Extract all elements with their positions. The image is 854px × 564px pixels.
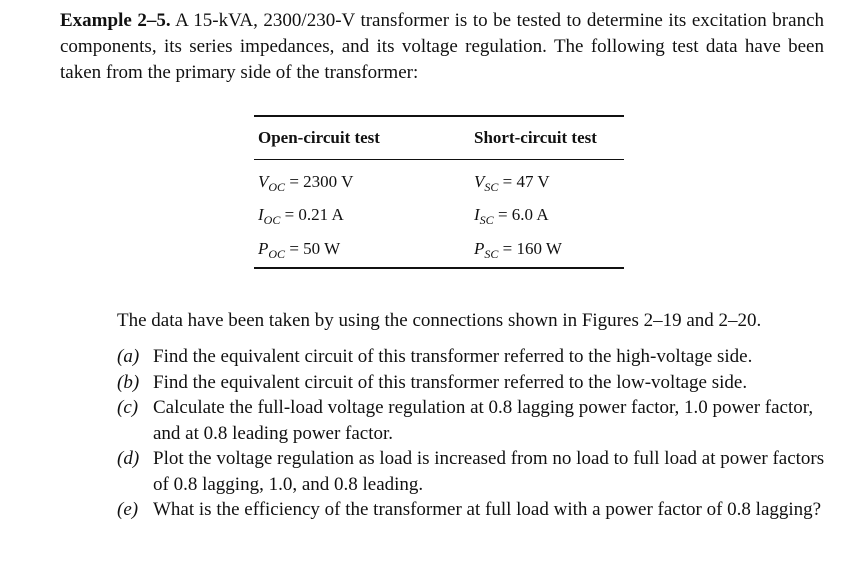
question-item xyxy=(117,344,829,370)
ioc-value: = 0.21 A xyxy=(284,205,344,224)
example-intro-text: A 15-kVA, 2300/230-V transformer is to be tested to determine its excitation branch components, its series impedances, and its voltage regulation. The following test data have been taken from the primary side of the transformer: xyxy=(60,10,824,83)
example-intro xyxy=(60,8,824,86)
question-item xyxy=(117,370,829,396)
question-text: What is the efficiency of the transformer at full load with a power factor of 0.8 lagging? xyxy=(153,499,822,520)
isc-value: = 6.0 A xyxy=(497,205,549,224)
psc-value: = 160 W xyxy=(502,239,562,258)
question-label: (e) xyxy=(117,499,139,520)
question-label: (d) xyxy=(117,448,140,469)
psc-symbol: P xyxy=(474,239,485,258)
vsc-cell xyxy=(474,172,550,195)
question-text: Find the equivalent circuit of this transformer referred to the low-voltage side. xyxy=(153,371,748,393)
poc-value: = 50 W xyxy=(289,239,341,258)
voc-value: = 2300 V xyxy=(289,172,354,191)
poc-symbol: P xyxy=(258,239,269,258)
table-top-rule xyxy=(254,115,624,117)
table-bottom-rule xyxy=(254,267,624,269)
question-text: Calculate the full-load voltage regulation at 0.8 lagging power factor, 1.0 power factor, and at 0.8 leading power factor. xyxy=(153,397,814,444)
question-item xyxy=(117,497,829,523)
ioc-symbol: I xyxy=(258,205,264,224)
open-circuit-header: Open-circuit test xyxy=(258,128,380,147)
isc-cell xyxy=(474,205,549,228)
voc-symbol: V xyxy=(258,172,269,191)
voc-cell xyxy=(258,172,353,195)
question-label: (b) xyxy=(117,371,140,393)
psc-subscript: SC xyxy=(484,247,499,261)
ioc-cell xyxy=(258,205,344,228)
short-circuit-header: Short-circuit test xyxy=(474,128,597,147)
voc-subscript: OC xyxy=(268,180,286,194)
question-item xyxy=(117,446,829,497)
example-label: Example 2–5. xyxy=(60,10,171,31)
psc-cell xyxy=(474,239,562,262)
isc-symbol: I xyxy=(474,205,480,224)
vsc-symbol: V xyxy=(474,172,485,191)
question-list xyxy=(117,344,829,523)
ioc-subscript: OC xyxy=(263,213,281,227)
question-label: (a) xyxy=(117,346,140,367)
question-text: Find the equivalent circuit of this transformer referred to the high-voltage side. xyxy=(153,346,753,367)
question-text: Plot the voltage regulation as load is increased from no load to full load at power factors of 0.8 lagging, 1.0, and 0.8 leading. xyxy=(153,448,825,495)
table-header-rule xyxy=(254,159,624,160)
question-item xyxy=(117,395,829,446)
connections-note: The data have been taken by using the connections shown in Figures 2–19 and 2–20. xyxy=(117,310,762,331)
question-label: (c) xyxy=(117,397,139,418)
poc-subscript: OC xyxy=(268,247,286,261)
vsc-subscript: SC xyxy=(484,180,499,194)
poc-cell xyxy=(258,239,340,262)
vsc-value: = 47 V xyxy=(502,172,550,191)
isc-subscript: SC xyxy=(479,213,494,227)
